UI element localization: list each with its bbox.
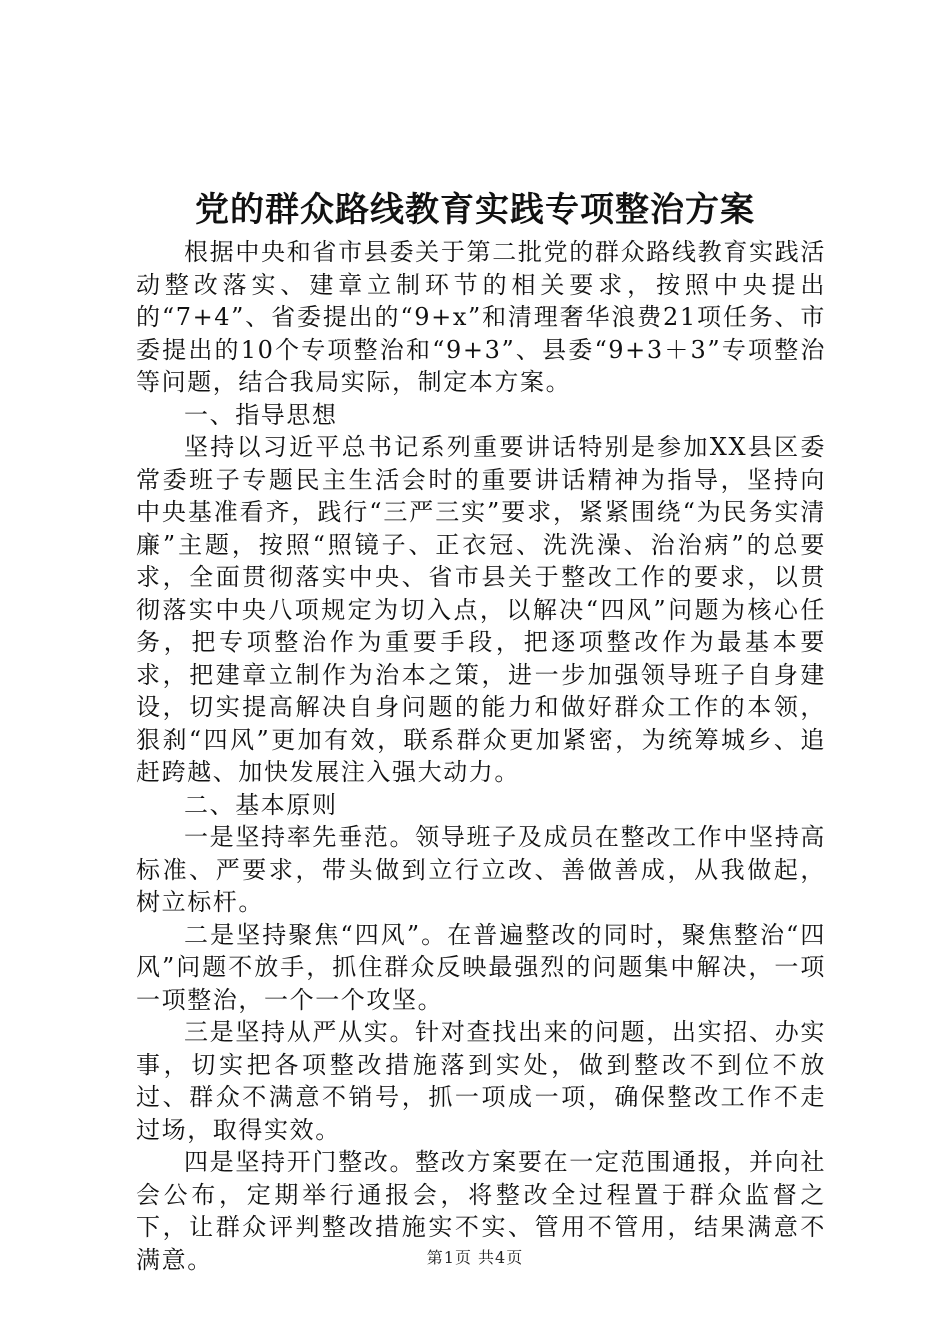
- principle-paragraph-2: 二是坚持聚焦“四风”。在普遍整改的同时，聚焦整治“四风”问题不放手，抓住群众反映最强烈的问题集中解决，一项一项整治，一个一个攻坚。: [136, 920, 826, 1014]
- section-heading-guiding-ideology: 一、指导思想: [184, 400, 338, 429]
- document-body: [136, 236, 826, 1276]
- page-footer: 第1页 共4页: [426, 1248, 524, 1267]
- principle-paragraph-1: 一是坚持率先垂范。领导班子及成员在整改工作中坚持高标准、严要求，带头做到立行立改、善做善成，从我做起，树立标杆。: [136, 823, 826, 916]
- guiding-ideology-paragraph: 坚持以习近平总书记系列重要讲话特别是参加XX县区委常委班子专题民主生活会时的重要讲话精神为指导，坚持向中央基准看齐，践行“三严三实”要求，紧紧围绕“为民务实清廉”主题，按照“照镜子、正衣冠、洗洗澡、治治病”的总要求，全面贯彻落实中央、省市县关于整改工作的要求，以贯彻落实中央八项规定为切入点，以解决“四风”问题为核心任务，把专项整治作为重要手段，把逐项整改作为最基本要求，把建章立制作为治本之策，进一步加强领导班子自身建设，切实提高解决自身问题的能力和做好群众工作的本领，狠刹“四风”更加有效，联系群众更加紧密，为统筹城乡、追赶跨越、加快发展注入强大动力。: [136, 433, 826, 786]
- intro-paragraph: 根据中央和省市县委关于第二批党的群众路线教育实践活动整改落实、建章立制环节的相关要求，按照中央提出的“7+4”、省委提出的“9+x”和清理奢华浪费21项任务、市委提出的10个专项整治和“9+3”、县委“9+3＋3”专项整治等问题，结合我局实际，制定本方案。: [136, 238, 826, 396]
- principle-paragraph-4: 四是坚持开门整改。整改方案要在一定范围通报，并向社会公布，定期举行通报会，将整改全过程置于群众监督之下，让群众评判整改措施实不实、管用不管用，结果满意不满意。: [136, 1148, 826, 1274]
- principle-paragraph-3: 三是坚持从严从实。针对查找出来的问题，出实招、办实事，切实把各项整改措施落到实处，做到整改不到位不放过、群众不满意不销号，抓一项成一项，确保整改工作不走过场，取得实效。: [136, 1018, 826, 1144]
- section-heading-basic-principles: 二、基本原则: [184, 790, 338, 819]
- document-title: 党的群众路线教育实践专项整治方案: [195, 190, 755, 230]
